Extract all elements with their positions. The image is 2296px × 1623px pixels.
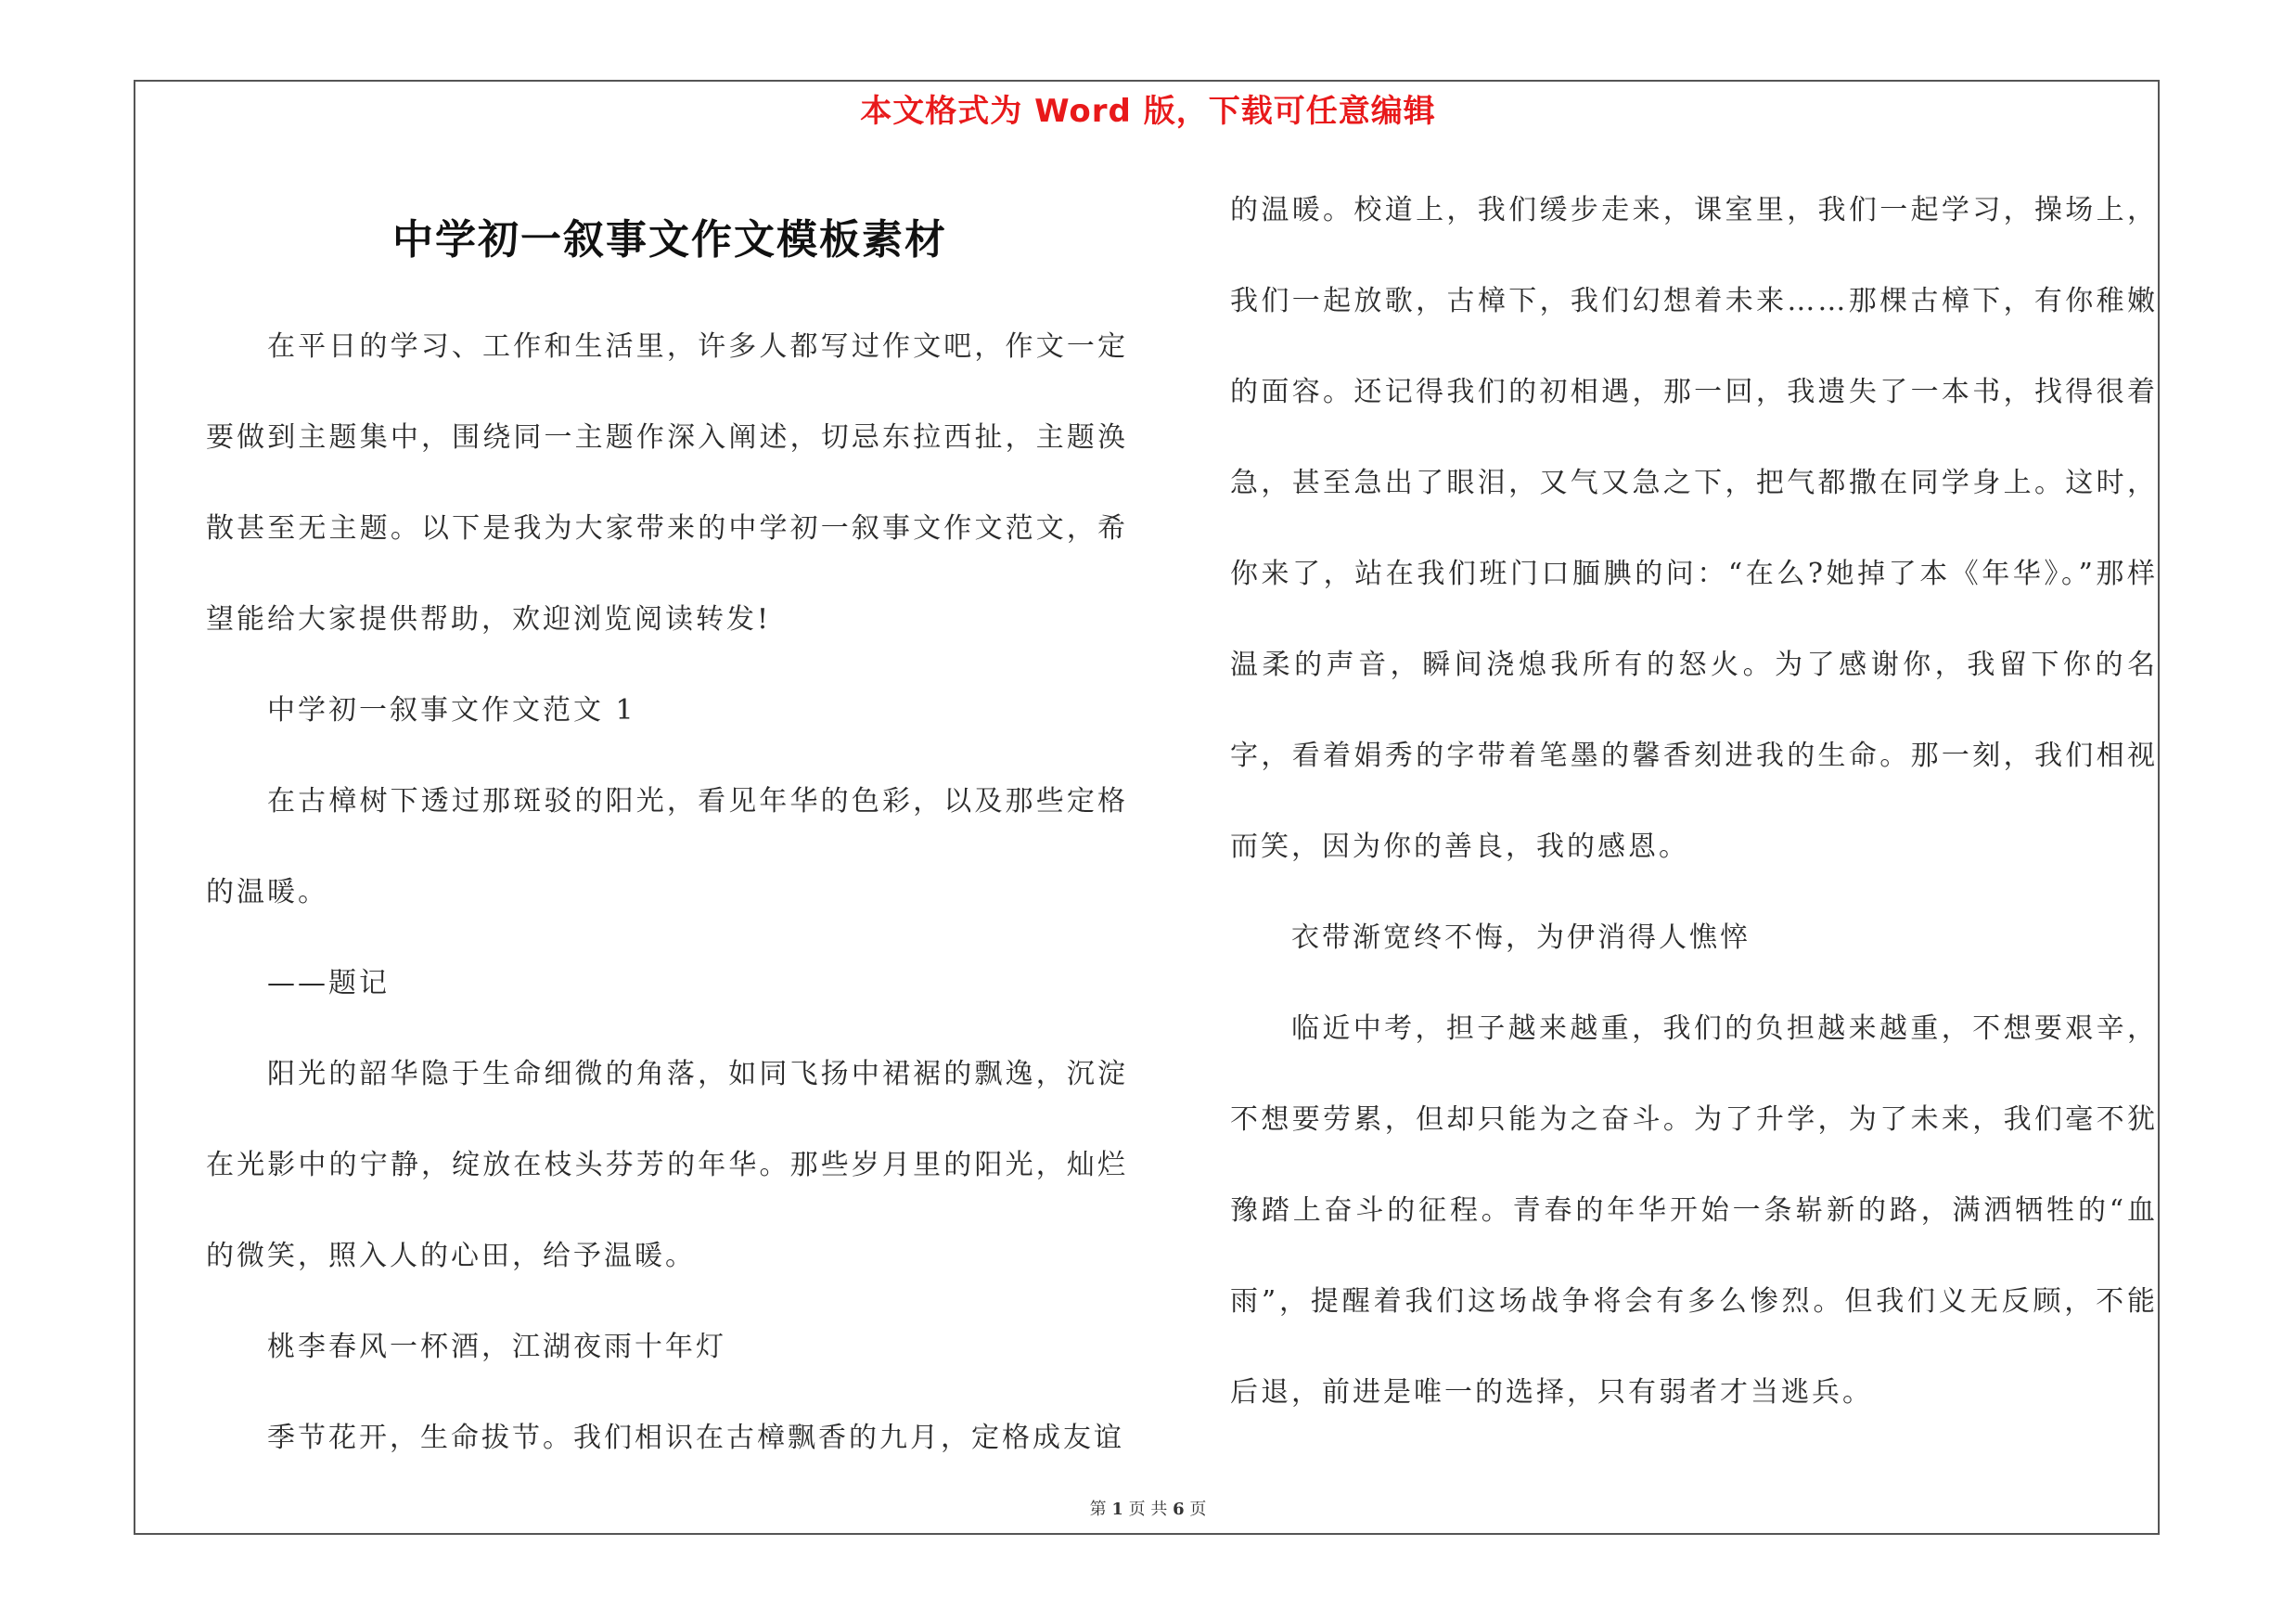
page-footer [0,1496,2296,1520]
paragraph: 衣带渐宽终不悔，为伊消得人憔悴 [1291,921,1751,954]
paragraph: 在古樟树下透过那斑驳的阳光，看见年华的色彩，以及那些定格的温暖。 [206,785,1128,908]
footer-prefix: 第 [1089,1500,1107,1519]
paragraph: 桃李春风一杯酒，江湖夜雨十年灯 [267,1331,726,1363]
paragraph: 中学初一叙事文作文范文 1 [267,694,636,727]
paragraph: 临近中考，担子越来越重，我们的负担越来越重，不想要艰辛，不想要劳累，但却只能为之奋斗。为了升学，为了未来，我们毫不犹豫踏上奋斗的征程。青春的年华开始一条崭新的路，满洒牺牲的“血雨”，提醒着我们这场战争将会有多么惨烈。但我们义无反顾，不能后退，前进是唯一的选择，只有弱者才当逃兵。 [1230,1012,2158,1409]
format-banner: 本文格式为 Word 版，下载可任意编辑 [860,93,1436,130]
current-page-number: 1 [1111,1500,1123,1519]
paragraph: ——题记 [267,967,390,999]
paragraph: 在平日的学习、工作和生活里，许多人都写过作文吧，作文一定要做到主题集中，围绕同一主题作深入阐述，切忌东拉西扯，主题涣散甚至无主题。以下是我为大家带来的中学初一叙事文作文范文，希望能给大家提供帮助，欢迎浏览阅读转发! [206,330,1128,636]
left-column [206,302,1128,1484]
footer-mid: 页 共 [1128,1500,1168,1519]
paragraph: 阳光的韶华隐于生命细微的角落，如同飞扬中裙裾的飘逸，沉淀在光影中的宁静，绽放在枝头芬芳的年华。那些岁月里的阳光，灿烂的微笑，照入人的心田，给予温暖。 [206,1058,1128,1272]
total-page-number: 6 [1173,1500,1185,1519]
footer-suffix: 页 [1189,1500,1207,1519]
right-column [1230,165,2158,1438]
paragraph: 季节花开，生命拔节。我们相识在古樟飘香的九月，定格成友谊 [267,1422,1124,1454]
paragraph: 的温暖。校道上，我们缓步走来，课室里，我们一起学习，操场上，我们一起放歌，古樟下，我们幻想着未来……那棵古樟下，有你稚嫩的面容。还记得我们的初相遇，那一回，我遗失了一本书，找得很着急，甚至急出了眼泪，又气又急之下，把气都撒在同学身上。这时，你来了，站在我们班门口腼腆的问：“在么?她掉了本《年华》。”那样温柔的声音，瞬间浇熄我所有的怒火。为了感谢你，我留下你的名字，看着娟秀的字带着笔墨的馨香刻进我的生命。那一刻，我们相视而笑，因为你的善良，我的感恩。 [1230,194,2158,863]
document-title: 中学初一叙事文作文模板素材 [392,216,947,264]
